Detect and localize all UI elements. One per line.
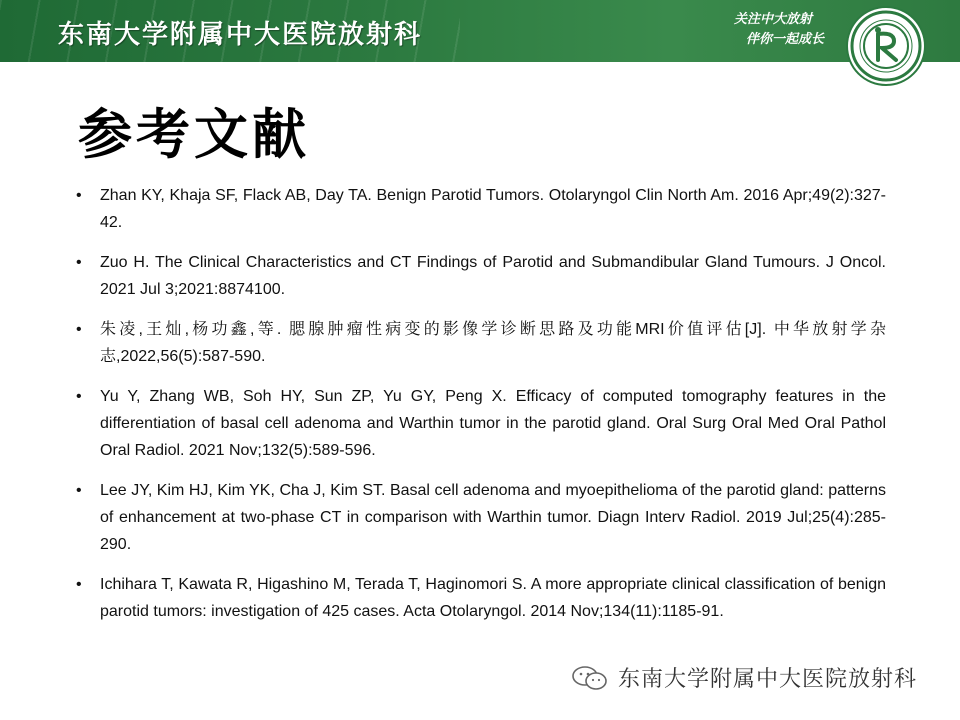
reference-list <box>76 182 886 638</box>
slogan-line-1: 关注中大放射 <box>733 12 812 27</box>
header-title: 东南大学附属中大医院放射科 <box>58 20 423 50</box>
header-bar <box>0 0 960 62</box>
reference-item: • 朱凌,王灿,杨功鑫,等. 腮腺肿瘤性病变的影像学诊断思路及功能MRI价值评估[J]. 中华放射学杂志,2022,56(5):587-590. <box>76 316 886 370</box>
watermark-text: 东南大学附属中大医院放射科 <box>618 667 918 692</box>
reference-item: • Zuo H. The Clinical Characteristics and CT Findings of Parotid and Submandibular Gland Tumours. J Oncol. 2021 Jul 3;2021:8874100. <box>76 249 886 303</box>
reference-item: • Lee JY, Kim HJ, Kim YK, Cha J, Kim ST. Basal cell adenoma and myoepithelioma of the parotid gland: patterns of enhancement at two-phase CT in comparison with Warthin tumor. Diagn Interv Radiol. 2019 Jul;25(4):285-290. <box>76 477 886 558</box>
reference-item: • Ichihara T, Kawata R, Higashino M, Terada T, Haginomori S. A more appropriate clinical classification of benign parotid tumors: investigation of 425 cases. Acta Otolaryngol. 2014 Nov;134(11):1185-91. <box>76 571 886 625</box>
reference-item: • Zhan KY, Khaja SF, Flack AB, Day TA. Benign Parotid Tumors. Otolaryngol Clin North Am. 2016 Apr;49(2):327-42. <box>76 182 886 236</box>
radiology-logo-icon <box>848 8 924 84</box>
header-slogan <box>734 10 824 50</box>
watermark <box>570 662 917 693</box>
page-title: 参考文献 <box>78 103 310 166</box>
reference-item: • Yu Y, Zhang WB, Soh HY, Sun ZP, Yu GY, Peng X. Efficacy of computed tomography features in the differentiation of basal cell adenoma and Warthin tumor in the parotid gland. Oral Surg Oral Med Oral Pathol Oral Radiol. 2021 Nov;132(5):589-596. <box>76 383 886 464</box>
wechat-icon <box>570 664 610 692</box>
slogan-line-2: 伴你一起成长 <box>745 32 824 47</box>
